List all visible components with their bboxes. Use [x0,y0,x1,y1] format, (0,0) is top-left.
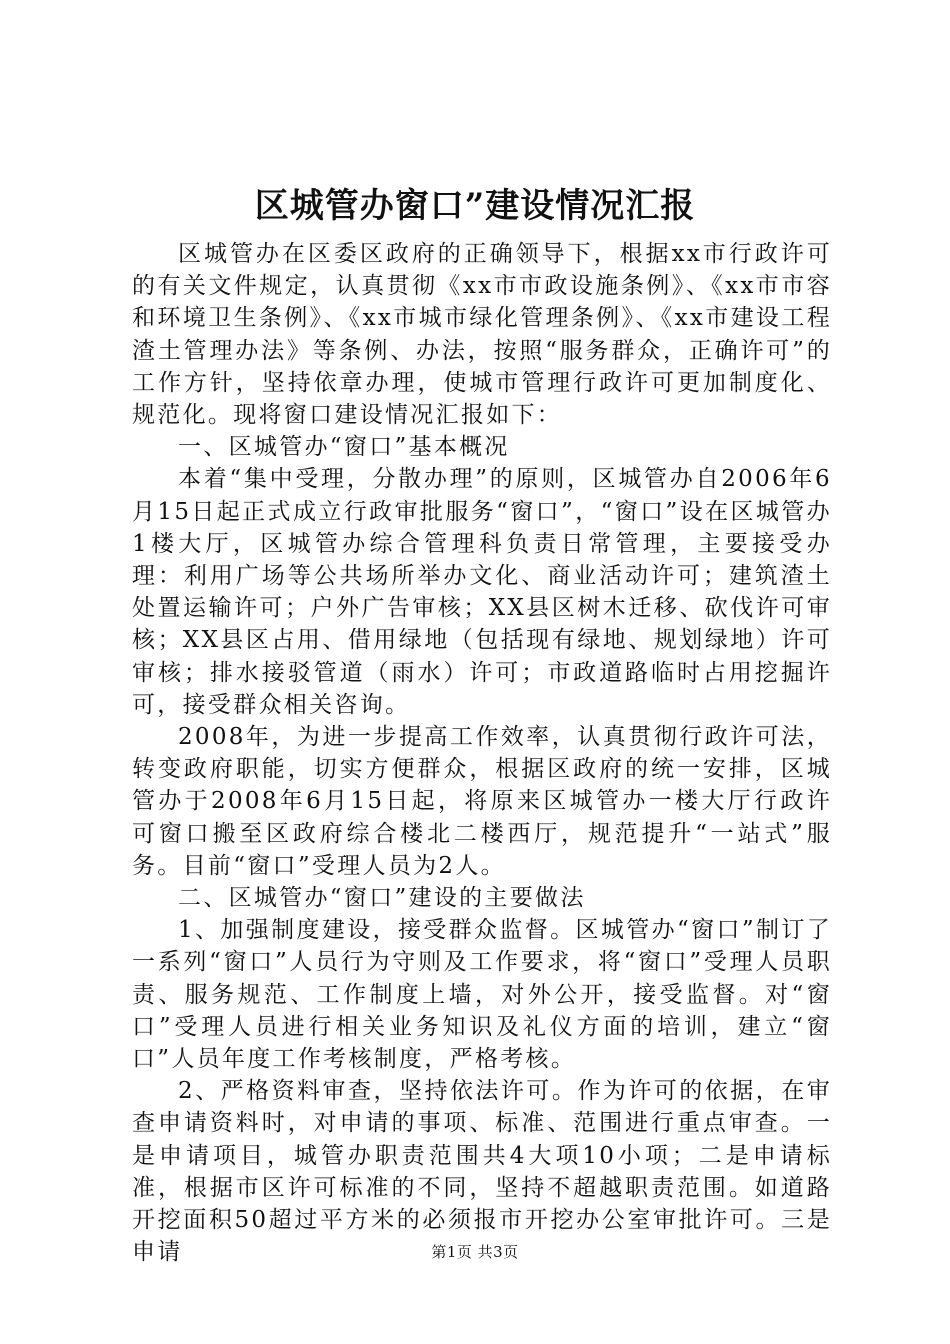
document-title: 区城管办窗口”建设情况汇报 [254,186,696,226]
paragraph-intro: 区城管办在区委区政府的正确领导下，根据xx市行政许可的有关文件规定，认真贯彻《xx市市政设施条例》、《xx市市容和环境卫生条例》、《xx市城市绿化管理条例》、《xx市建设工程渣土管理办法》等条例、办法，按照“服务群众，正确许可”的工作方针，坚持依章办理，使城市管理行政许可更加制度化、规范化。现将窗口建设情况汇报如下： [132,241,832,429]
paragraph-2008: 2008年，为进一步提高工作效率，认真贯彻行政许可法，转变政府职能，切实方便群众，根据区政府的统一安排，区城管办于2008年6月15日起，将原来区城管办一楼大厅行政许可窗口搬至区政府综合楼北二楼西厅，规范提升“一站式”服务。目前“窗口”受理人员为2人。 [132,724,832,879]
page-number-footer: 第1页 共3页 [431,1243,519,1261]
section-heading-2: 二、区城管办“窗口”建设的主要做法 [178,885,586,912]
paragraph-overview: 本着“集中受理，分散办理”的原则，区城管办自2006年6月15日起正式成立行政审批服务“窗口”，“窗口”设在区城管办1楼大厅，区城管办综合管理科负责日常管理，主要接受办理：利用广场等公共场所举办文化、商业活动许可；建筑渣土处置运输许可；户外广告审核；XX县区树木迁移、砍伐许可审核；XX县区占用、借用绿地（包括现有绿地、规划绿地）许可审核；排水接驳管道（雨水）许可；市政道路临时占用挖掘许可，接受群众相关咨询。 [132,466,832,718]
document-body [132,238,832,1269]
paragraph-item-1: 1、加强制度建设，接受群众监督。区城管办“窗口”制订了一系列“窗口”人员行为守则及工作要求，将“窗口”受理人员职责、服务规范、工作制度上墙，对外公开，接受监督。对“窗口”受理人员进行相关业务知识及礼仪方面的培训，建立“窗口”人员年度工作考核制度，严格考核。 [132,917,832,1073]
section-heading-1: 一、区城管办“窗口”基本概况 [178,434,510,461]
paragraph-item-2: 2、严格资料审查，坚持依法许可。作为许可的依据，在审查申请资料时，对申请的事项、标准、范围进行重点审查。一是申请项目，城管办职责范围共4大项10小项；二是申请标准，根据市区许可标准的不同，坚持不超越职责范围。如道路开挖面积50超过平方米的必须报市开挖办公室审批许可。三是申请 [132,1078,832,1266]
